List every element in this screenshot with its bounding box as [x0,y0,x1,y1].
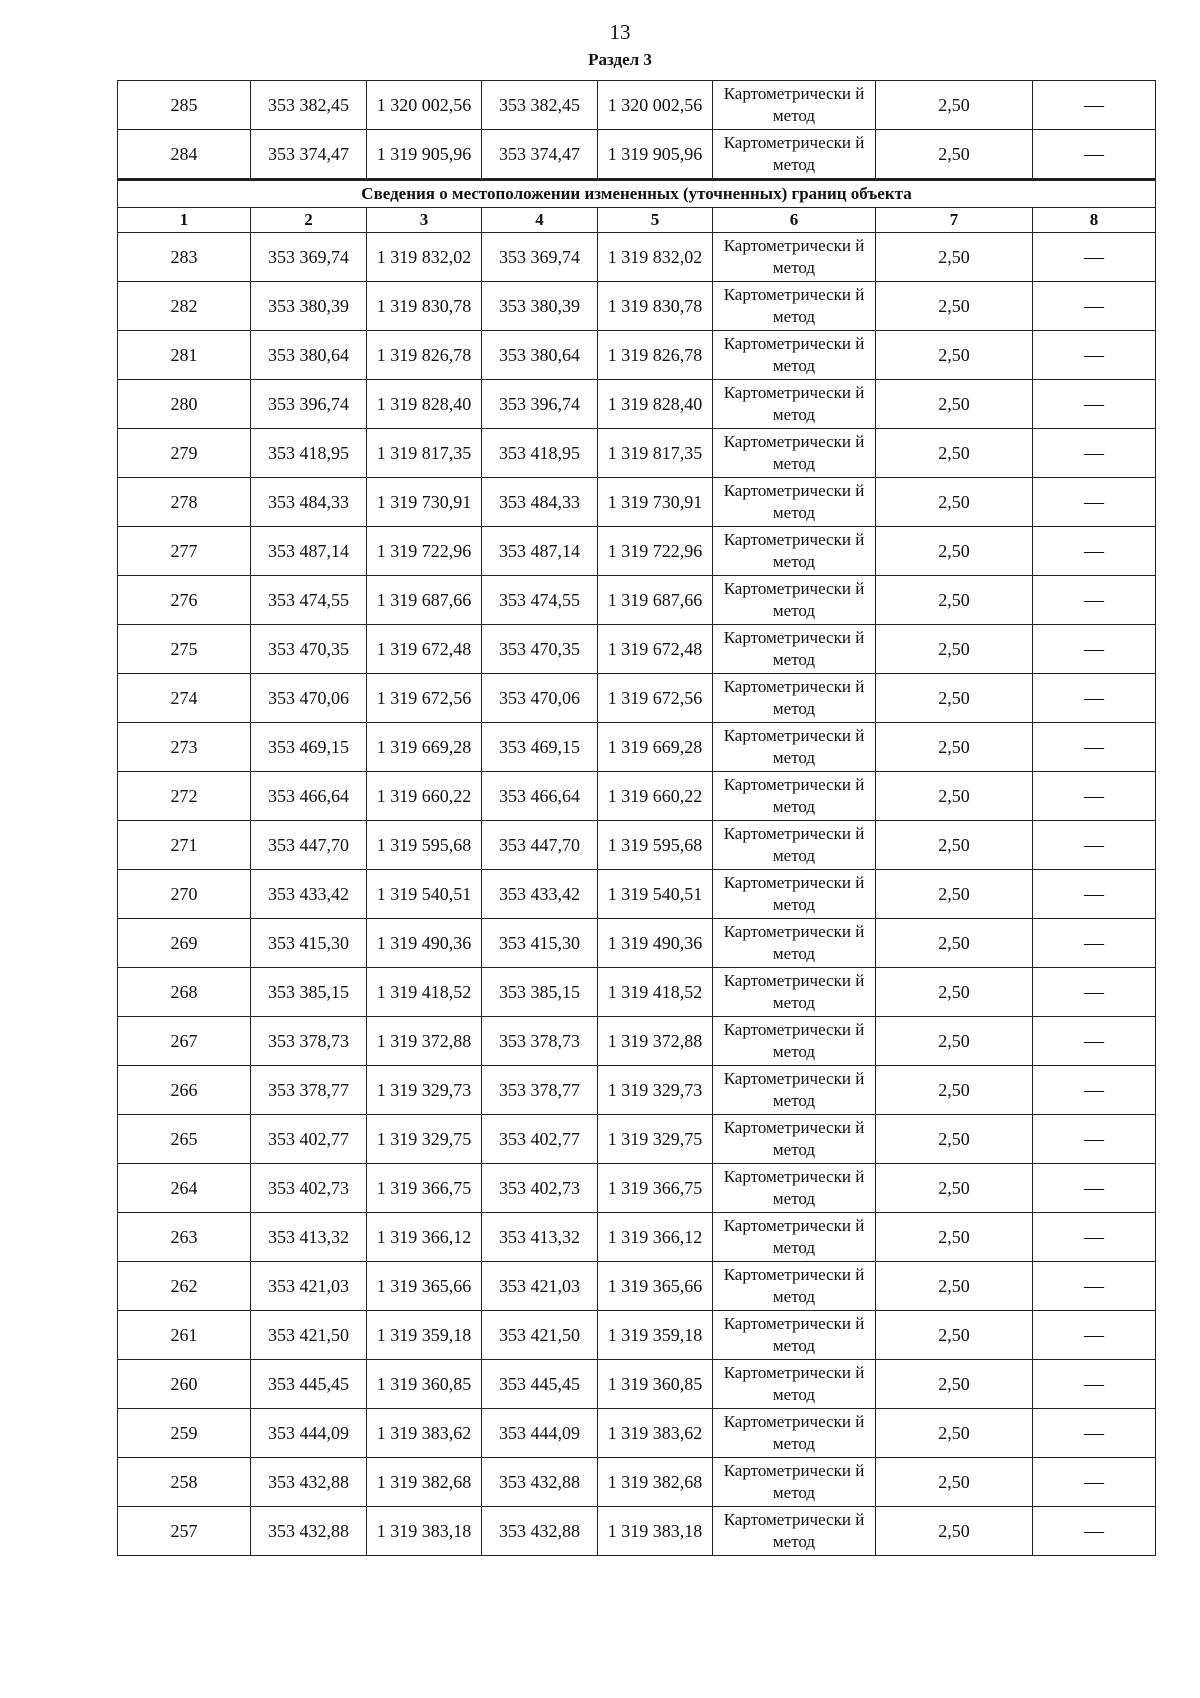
y-new-cell: 1 319 366,75 [598,1164,713,1213]
point-number-cell: 278 [118,478,251,527]
accuracy-cell: 2,50 [876,331,1033,380]
method-cell: Картометрически й метод [713,772,876,821]
y-new-cell: 1 319 660,22 [598,772,713,821]
description-cell: — [1033,576,1156,625]
y-new-cell: 1 319 828,40 [598,380,713,429]
x-existing-cell: 353 474,55 [251,576,367,625]
table-row [118,1262,1156,1311]
y-new-cell: 1 319 383,18 [598,1507,713,1556]
accuracy-cell: 2,50 [876,1164,1033,1213]
method-cell: Картометрически й метод [713,576,876,625]
x-new-cell: 353 396,74 [482,380,598,429]
y-existing-cell: 1 319 672,56 [367,674,482,723]
y-new-cell: 1 319 360,85 [598,1360,713,1409]
method-cell: Картометрически й метод [713,282,876,331]
table-row [118,1360,1156,1409]
y-existing-cell: 1 319 660,22 [367,772,482,821]
description-cell: — [1033,625,1156,674]
y-existing-cell: 1 319 832,02 [367,233,482,282]
point-number-cell: 270 [118,870,251,919]
table-row [118,1311,1156,1360]
y-existing-cell: 1 319 722,96 [367,527,482,576]
x-new-cell: 353 413,32 [482,1213,598,1262]
description-cell: — [1033,772,1156,821]
accuracy-cell: 2,50 [876,1458,1033,1507]
table-row [118,429,1156,478]
y-new-cell: 1 319 595,68 [598,821,713,870]
x-new-cell: 353 466,64 [482,772,598,821]
y-new-cell: 1 319 687,66 [598,576,713,625]
table-row [118,821,1156,870]
y-new-cell: 1 319 329,75 [598,1115,713,1164]
x-new-cell: 353 432,88 [482,1458,598,1507]
y-existing-cell: 1 320 002,56 [367,81,482,130]
y-existing-cell: 1 319 669,28 [367,723,482,772]
method-cell: Картометрически й метод [713,919,876,968]
table-row [118,282,1156,331]
x-new-cell: 353 421,50 [482,1311,598,1360]
description-cell: — [1033,674,1156,723]
accuracy-cell: 2,50 [876,81,1033,130]
accuracy-cell: 2,50 [876,429,1033,478]
accuracy-cell: 2,50 [876,674,1033,723]
description-cell: — [1033,919,1156,968]
description-cell: — [1033,130,1156,180]
description-cell: — [1033,527,1156,576]
point-number-cell: 263 [118,1213,251,1262]
method-cell: Картометрически й метод [713,527,876,576]
y-existing-cell: 1 319 595,68 [367,821,482,870]
x-new-cell: 353 433,42 [482,870,598,919]
description-cell: — [1033,429,1156,478]
point-number-cell: 282 [118,282,251,331]
column-number: 6 [713,208,876,233]
x-existing-cell: 353 444,09 [251,1409,367,1458]
y-new-cell: 1 319 490,36 [598,919,713,968]
column-number: 1 [118,208,251,233]
method-cell: Картометрически й метод [713,1458,876,1507]
y-new-cell: 1 319 329,73 [598,1066,713,1115]
y-new-cell: 1 320 002,56 [598,81,713,130]
accuracy-cell: 2,50 [876,1115,1033,1164]
x-existing-cell: 353 380,64 [251,331,367,380]
table-body [118,81,1156,1556]
table-row [118,919,1156,968]
accuracy-cell: 2,50 [876,1409,1033,1458]
table-row [118,1409,1156,1458]
point-number-cell: 273 [118,723,251,772]
x-existing-cell: 353 447,70 [251,821,367,870]
x-existing-cell: 353 380,39 [251,282,367,331]
y-new-cell: 1 319 366,12 [598,1213,713,1262]
x-existing-cell: 353 402,73 [251,1164,367,1213]
y-new-cell: 1 319 418,52 [598,968,713,1017]
point-number-cell: 264 [118,1164,251,1213]
method-cell: Картометрически й метод [713,1311,876,1360]
description-cell: — [1033,1213,1156,1262]
x-existing-cell: 353 445,45 [251,1360,367,1409]
table-row [118,870,1156,919]
description-cell: — [1033,478,1156,527]
y-existing-cell: 1 319 366,12 [367,1213,482,1262]
y-new-cell: 1 319 669,28 [598,723,713,772]
y-existing-cell: 1 319 359,18 [367,1311,482,1360]
point-number-cell: 274 [118,674,251,723]
table-row [118,1066,1156,1115]
method-cell: Картометрически й метод [713,1213,876,1262]
x-new-cell: 353 421,03 [482,1262,598,1311]
x-existing-cell: 353 378,77 [251,1066,367,1115]
x-new-cell: 353 474,55 [482,576,598,625]
table-row [118,1458,1156,1507]
method-cell: Картометрически й метод [713,723,876,772]
method-cell: Картометрически й метод [713,1262,876,1311]
x-new-cell: 353 484,33 [482,478,598,527]
x-new-cell: 353 470,35 [482,625,598,674]
description-cell: — [1033,968,1156,1017]
accuracy-cell: 2,50 [876,282,1033,331]
x-existing-cell: 353 469,15 [251,723,367,772]
x-existing-cell: 353 382,45 [251,81,367,130]
method-cell: Картометрически й метод [713,81,876,130]
method-cell: Картометрически й метод [713,130,876,180]
x-new-cell: 353 369,74 [482,233,598,282]
x-new-cell: 353 415,30 [482,919,598,968]
accuracy-cell: 2,50 [876,625,1033,674]
description-cell: — [1033,1311,1156,1360]
x-existing-cell: 353 421,03 [251,1262,367,1311]
description-cell: — [1033,380,1156,429]
coordinates-table [117,80,1156,1556]
point-number-cell: 257 [118,1507,251,1556]
table-row [118,968,1156,1017]
x-existing-cell: 353 432,88 [251,1458,367,1507]
x-existing-cell: 353 484,33 [251,478,367,527]
method-cell: Картометрически й метод [713,1360,876,1409]
y-new-cell: 1 319 372,88 [598,1017,713,1066]
table-row [118,1164,1156,1213]
y-new-cell: 1 319 826,78 [598,331,713,380]
x-new-cell: 353 447,70 [482,821,598,870]
x-existing-cell: 353 402,77 [251,1115,367,1164]
y-existing-cell: 1 319 329,75 [367,1115,482,1164]
column-number: 4 [482,208,598,233]
x-existing-cell: 353 374,47 [251,130,367,180]
x-new-cell: 353 385,15 [482,968,598,1017]
table-row [118,81,1156,130]
method-cell: Картометрически й метод [713,1164,876,1213]
x-new-cell: 353 380,39 [482,282,598,331]
x-new-cell: 353 487,14 [482,527,598,576]
y-new-cell: 1 319 730,91 [598,478,713,527]
method-cell: Картометрически й метод [713,821,876,870]
table-row [118,527,1156,576]
x-existing-cell: 353 421,50 [251,1311,367,1360]
x-existing-cell: 353 432,88 [251,1507,367,1556]
y-new-cell: 1 319 365,66 [598,1262,713,1311]
x-new-cell: 353 432,88 [482,1507,598,1556]
accuracy-cell: 2,50 [876,576,1033,625]
y-new-cell: 1 319 817,35 [598,429,713,478]
y-existing-cell: 1 319 383,18 [367,1507,482,1556]
description-cell: — [1033,1017,1156,1066]
point-number-cell: 272 [118,772,251,821]
y-existing-cell: 1 319 382,68 [367,1458,482,1507]
accuracy-cell: 2,50 [876,1066,1033,1115]
y-existing-cell: 1 319 329,73 [367,1066,482,1115]
column-numbers-row [118,208,1156,233]
table-row [118,1115,1156,1164]
description-cell: — [1033,821,1156,870]
y-existing-cell: 1 319 730,91 [367,478,482,527]
y-new-cell: 1 319 722,96 [598,527,713,576]
y-existing-cell: 1 319 418,52 [367,968,482,1017]
table-row [118,233,1156,282]
y-new-cell: 1 319 672,56 [598,674,713,723]
accuracy-cell: 2,50 [876,1017,1033,1066]
page-number: 13 [609,20,631,44]
y-existing-cell: 1 319 687,66 [367,576,482,625]
point-number-cell: 262 [118,1262,251,1311]
accuracy-cell: 2,50 [876,130,1033,180]
point-number-cell: 276 [118,576,251,625]
x-new-cell: 353 402,73 [482,1164,598,1213]
section-heading-row [118,180,1156,208]
y-existing-cell: 1 319 830,78 [367,282,482,331]
x-existing-cell: 353 413,32 [251,1213,367,1262]
method-cell: Картометрически й метод [713,1507,876,1556]
description-cell: — [1033,1360,1156,1409]
x-new-cell: 353 470,06 [482,674,598,723]
y-existing-cell: 1 319 905,96 [367,130,482,180]
method-cell: Картометрически й метод [713,1017,876,1066]
method-cell: Картометрически й метод [713,1409,876,1458]
y-new-cell: 1 319 672,48 [598,625,713,674]
accuracy-cell: 2,50 [876,772,1033,821]
method-cell: Картометрически й метод [713,870,876,919]
description-cell: — [1033,1507,1156,1556]
point-number-cell: 268 [118,968,251,1017]
y-existing-cell: 1 319 383,62 [367,1409,482,1458]
table-row [118,1017,1156,1066]
accuracy-cell: 2,50 [876,968,1033,1017]
accuracy-cell: 2,50 [876,233,1033,282]
x-new-cell: 353 469,15 [482,723,598,772]
table-row [118,130,1156,180]
accuracy-cell: 2,50 [876,1311,1033,1360]
y-new-cell: 1 319 359,18 [598,1311,713,1360]
x-new-cell: 353 418,95 [482,429,598,478]
description-cell: — [1033,81,1156,130]
description-cell: — [1033,1164,1156,1213]
accuracy-cell: 2,50 [876,723,1033,772]
point-number-cell: 259 [118,1409,251,1458]
point-number-cell: 281 [118,331,251,380]
point-number-cell: 280 [118,380,251,429]
y-existing-cell: 1 319 360,85 [367,1360,482,1409]
table-row [118,478,1156,527]
point-number-cell: 265 [118,1115,251,1164]
x-existing-cell: 353 415,30 [251,919,367,968]
description-cell: — [1033,1262,1156,1311]
description-cell: — [1033,1066,1156,1115]
column-number: 3 [367,208,482,233]
method-cell: Картометрически й метод [713,478,876,527]
accuracy-cell: 2,50 [876,870,1033,919]
point-number-cell: 283 [118,233,251,282]
method-cell: Картометрически й метод [713,968,876,1017]
accuracy-cell: 2,50 [876,1213,1033,1262]
y-new-cell: 1 319 830,78 [598,282,713,331]
method-cell: Картометрически й метод [713,1115,876,1164]
y-existing-cell: 1 319 490,36 [367,919,482,968]
x-existing-cell: 353 418,95 [251,429,367,478]
point-number-cell: 279 [118,429,251,478]
table-row [118,380,1156,429]
y-existing-cell: 1 319 372,88 [367,1017,482,1066]
x-new-cell: 353 374,47 [482,130,598,180]
x-new-cell: 353 378,73 [482,1017,598,1066]
section-heading: Сведения о местоположении измененных (уточненных) границ объекта [118,180,1156,208]
method-cell: Картометрически й метод [713,429,876,478]
table-row [118,723,1156,772]
table-row [118,625,1156,674]
column-number: 5 [598,208,713,233]
table-row [118,772,1156,821]
method-cell: Картометрически й метод [713,380,876,429]
y-existing-cell: 1 319 828,40 [367,380,482,429]
accuracy-cell: 2,50 [876,527,1033,576]
x-new-cell: 353 445,45 [482,1360,598,1409]
x-new-cell: 353 402,77 [482,1115,598,1164]
x-existing-cell: 353 433,42 [251,870,367,919]
column-number: 8 [1033,208,1156,233]
x-existing-cell: 353 470,35 [251,625,367,674]
point-number-cell: 275 [118,625,251,674]
point-number-cell: 267 [118,1017,251,1066]
y-new-cell: 1 319 382,68 [598,1458,713,1507]
y-new-cell: 1 319 540,51 [598,870,713,919]
accuracy-cell: 2,50 [876,1507,1033,1556]
description-cell: — [1033,870,1156,919]
description-cell: — [1033,233,1156,282]
y-existing-cell: 1 319 365,66 [367,1262,482,1311]
x-new-cell: 353 444,09 [482,1409,598,1458]
point-number-cell: 260 [118,1360,251,1409]
y-existing-cell: 1 319 826,78 [367,331,482,380]
x-existing-cell: 353 470,06 [251,674,367,723]
table-row [118,1213,1156,1262]
x-new-cell: 353 380,64 [482,331,598,380]
x-existing-cell: 353 378,73 [251,1017,367,1066]
accuracy-cell: 2,50 [876,1262,1033,1311]
point-number-cell: 269 [118,919,251,968]
y-new-cell: 1 319 905,96 [598,130,713,180]
x-existing-cell: 353 396,74 [251,380,367,429]
accuracy-cell: 2,50 [876,1360,1033,1409]
description-cell: — [1033,723,1156,772]
x-existing-cell: 353 466,64 [251,772,367,821]
column-number: 2 [251,208,367,233]
x-new-cell: 353 378,77 [482,1066,598,1115]
x-existing-cell: 353 369,74 [251,233,367,282]
y-existing-cell: 1 319 672,48 [367,625,482,674]
method-cell: Картометрически й метод [713,674,876,723]
table-row [118,331,1156,380]
table-row [118,1507,1156,1556]
x-new-cell: 353 382,45 [482,81,598,130]
point-number-cell: 261 [118,1311,251,1360]
accuracy-cell: 2,50 [876,478,1033,527]
table-row [118,576,1156,625]
accuracy-cell: 2,50 [876,380,1033,429]
column-number: 7 [876,208,1033,233]
accuracy-cell: 2,50 [876,919,1033,968]
point-number-cell: 258 [118,1458,251,1507]
method-cell: Картометрически й метод [713,1066,876,1115]
method-cell: Картометрически й метод [713,625,876,674]
x-existing-cell: 353 487,14 [251,527,367,576]
y-existing-cell: 1 319 817,35 [367,429,482,478]
y-existing-cell: 1 319 366,75 [367,1164,482,1213]
y-new-cell: 1 319 383,62 [598,1409,713,1458]
y-new-cell: 1 319 832,02 [598,233,713,282]
point-number-cell: 266 [118,1066,251,1115]
point-number-cell: 277 [118,527,251,576]
description-cell: — [1033,1458,1156,1507]
method-cell: Картометрически й метод [713,233,876,282]
point-number-cell: 284 [118,130,251,180]
table-row [118,674,1156,723]
method-cell: Картометрически й метод [713,331,876,380]
description-cell: — [1033,282,1156,331]
x-existing-cell: 353 385,15 [251,968,367,1017]
point-number-cell: 285 [118,81,251,130]
accuracy-cell: 2,50 [876,821,1033,870]
point-number-cell: 271 [118,821,251,870]
description-cell: — [1033,331,1156,380]
y-existing-cell: 1 319 540,51 [367,870,482,919]
description-cell: — [1033,1115,1156,1164]
description-cell: — [1033,1409,1156,1458]
section-title: Раздел 3 [588,50,652,69]
